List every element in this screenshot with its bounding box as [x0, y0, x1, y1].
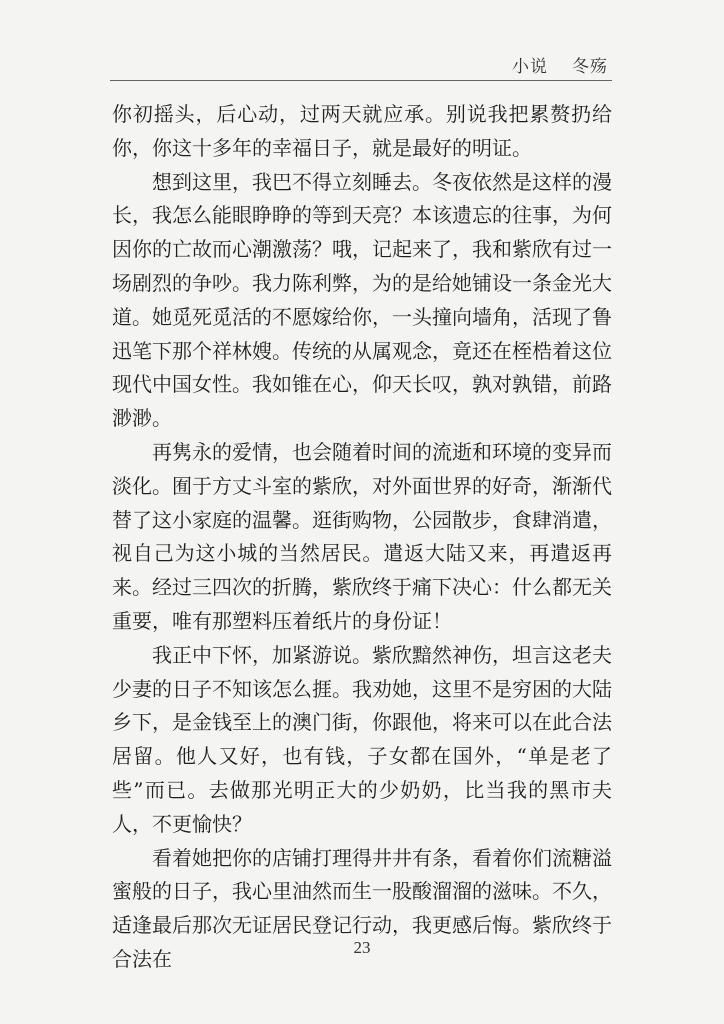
body-text	[112, 98, 612, 977]
header-section: 小说	[512, 57, 548, 77]
paragraph: 我正中下怀，加紧游说。紫欣黯然神伤，坦言这老夫少妻的日子不知该怎么捱。我劝她，这里不是穷困的大陆乡下，是金钱至上的澳门街，你跟他，将来可以在此合法居留。他人又好，也有钱，子女都在国外，“单是老了些”而已。去做那光明正大的少奶奶，比当我的黑市夫人，不更愉快？	[112, 642, 612, 836]
header-title: 冬殇	[572, 57, 608, 77]
running-header	[512, 52, 608, 77]
paragraph: 再隽永的爱情，也会随着时间的流逝和环境的变异而淡化。囿于方丈斗室的紫欣，对外面世界的好奇，渐渐代替了这小家庭的温馨。逛街购物，公园散步，食肆消遣，视自己为这小城的当然居民。遣返大陆又来，再遣返再来。经过三四次的折腾，紫欣终于痛下决心：什么都无关重要，唯有那塑料压着纸片的身份证！	[112, 439, 612, 633]
paragraph: 看着她把你的店铺打理得井井有条，看着你们流糖溢蜜般的日子，我心里油然而生一股酸溜溜的滋味。不久，适逢最后那次无证居民登记行动，我更感后悔。紫欣终于合法在	[112, 845, 612, 971]
paragraph: 想到这里，我巴不得立刻睡去。冬夜依然是这样的漫长，我怎么能眼睁睁的等到天亮？本该遗忘的往事，为何因你的亡故而心潮激荡？哦，记起来了，我和紫欣有过一场剧烈的争吵。我力陈利弊，为的是给她铺设一条金光大道。她觅死觅活的不愿嫁给你，一头撞向墙角，活现了鲁迅笔下那个祥林嫂。传统的从属观念，竟还在桎梏着这位现代中国女性。我如锥在心，仰天长叹，孰对孰错，前路渺渺。	[112, 169, 612, 431]
paragraph: 你初摇头，后心动，过两天就应承。别说我把累赘扔给你，你这十多年的幸福日子，就是最好的明证。	[112, 102, 612, 160]
page-number: 23	[353, 938, 371, 957]
header-rule	[110, 80, 612, 81]
